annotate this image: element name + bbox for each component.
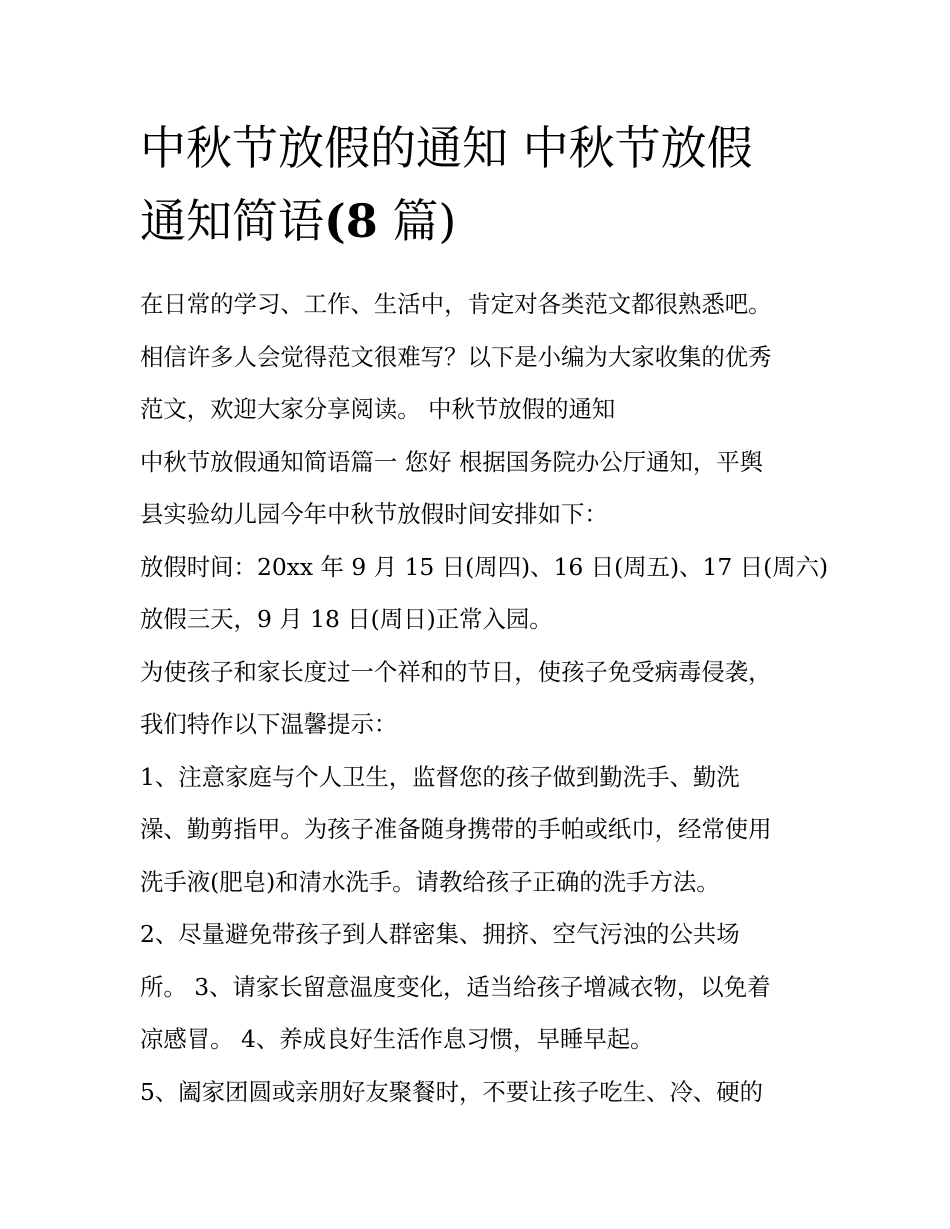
tip-1-line-3: 洗手液(肥皂)和清水洗手。请教给孩子正确的洗手方法。: [140, 867, 720, 896]
document-title: [140, 112, 820, 258]
tip-1-line-1: 1、注意家庭与个人卫生，监督您的孩子做到勤洗手、勤洗: [140, 762, 740, 791]
holiday-time-line-1: 放假时间：20xx 年 9 月 15 日(周四)、16 日(周五)、17 日(周六): [140, 552, 829, 581]
notice-line-2: 县实验幼儿园今年中秋节放假时间安排如下：: [140, 500, 608, 528]
title-line-2-prefix: 通知简语: [140, 194, 324, 248]
tip-2-line-1: 2、尽量避免带孩子到人群密集、拥挤、空气污浊的公共场: [140, 920, 740, 948]
tip-3-4-line: 凉感冒。 4、养成良好生活作息习惯，早睡早起。: [140, 1025, 654, 1053]
intro-line-2: 相信许多人会觉得范文很难写？以下是小编为大家收集的优秀: [140, 342, 772, 371]
tips-intro-line-2: 我们特作以下温馨提示：: [140, 710, 398, 738]
notice-line-1: 中秋节放假通知简语篇一 您好 根据国务院办公厅通知，平舆: [140, 447, 764, 476]
holiday-time-line-2: 放假三天，9 月 18 日(周日)正常入园。: [140, 605, 553, 633]
intro-line-1: 在日常的学习、工作、生活中，肯定对各类范文都很熟悉吧。: [140, 290, 772, 318]
tip-2-3-line: 所。 3、请家长留意温度变化，适当给孩子增减衣物，以免着: [140, 972, 771, 1001]
document-body: [140, 278, 830, 1118]
title-count: (8: [324, 194, 378, 248]
intro-line-3: 范文，欢迎大家分享阅读。 中秋节放假的通知: [140, 395, 616, 423]
tip-1-line-2: 澡、勤剪指甲。为孩子准备随身携带的手帕或纸巾，经常使用: [140, 815, 772, 843]
tip-5-line-1: 5、阖家团圆或亲朋好友聚餐时，不要让孩子吃生、冷、硬的: [140, 1077, 764, 1106]
title-line-2: [140, 185, 820, 258]
tips-intro-line-1: 为使孩子和家长度过一个祥和的节日，使孩子免受病毒侵袭，: [140, 657, 772, 686]
title-line-1: 中秋节放假的通知 中秋节放假: [140, 121, 753, 175]
title-line-2-suffix: 篇): [392, 194, 457, 248]
